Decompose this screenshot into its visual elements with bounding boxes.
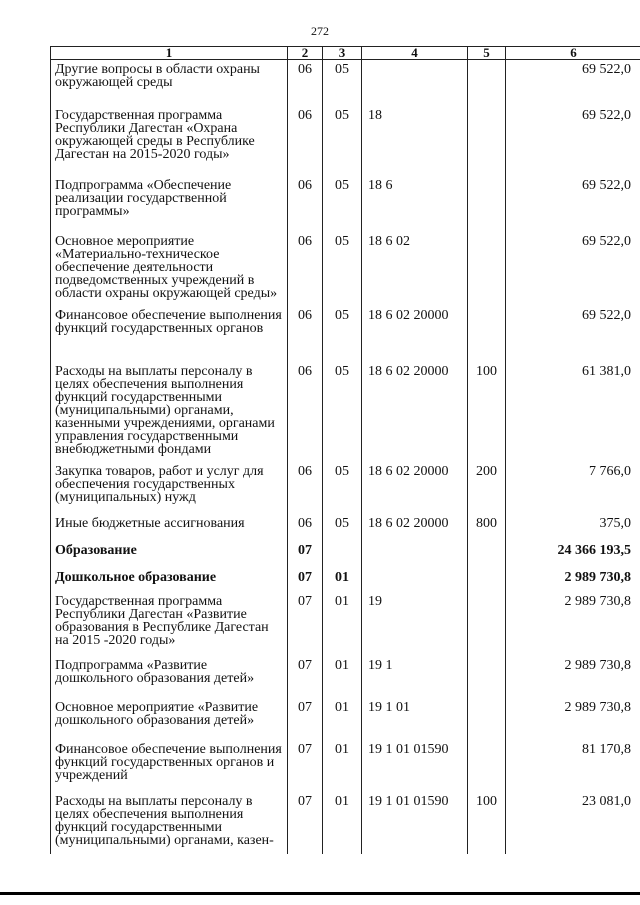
- row-name-cell: Финансовое обеспечение выполнения функций государственных органов и учреждений: [51, 740, 288, 792]
- section-code-cell: 06: [288, 232, 323, 306]
- row-name-cell: Расходы на выплаты персоналу в целях обеспечения выполнения функций государственными (муниципальными) органами, казенными учреждениями, органами управления государственными внебюджетными фондами: [51, 362, 288, 462]
- section-code-cell: 07: [288, 740, 323, 792]
- expense-type-cell: [468, 60, 506, 107]
- subsection-code-cell: 05: [323, 362, 362, 462]
- section-code-cell: 06: [288, 514, 323, 541]
- table-row: [51, 232, 640, 306]
- table-body: [51, 60, 640, 855]
- target-article-cell: 19 1 01 01590: [362, 792, 468, 854]
- subsection-code-cell: 05: [323, 232, 362, 306]
- row-name-cell: Основное мероприятие «Материально-техническое обеспечение деятельности подведомственных учреждений в области охраны окружающей среды»: [51, 232, 288, 306]
- row-name-cell: Подпрограмма «Развитие дошкольного образования детей»: [51, 656, 288, 698]
- bottom-rule: [0, 892, 640, 895]
- column-header-amount: 6: [506, 47, 640, 60]
- subsection-code-cell: 01: [323, 656, 362, 698]
- subsection-code-cell: 05: [323, 514, 362, 541]
- expense-type-cell: 100: [468, 792, 506, 854]
- subsection-code-cell: 01: [323, 698, 362, 740]
- expense-type-cell: [468, 106, 506, 176]
- row-name-cell: Закупка товаров, работ и услуг для обеспечения государственных (муниципальных) нужд: [51, 462, 288, 514]
- section-code-cell: 06: [288, 176, 323, 232]
- section-code-cell: 06: [288, 462, 323, 514]
- expense-type-cell: [468, 306, 506, 362]
- subsection-code-cell: 01: [323, 568, 362, 592]
- amount-cell: 23 081,0: [506, 792, 640, 854]
- target-article-cell: 19: [362, 592, 468, 656]
- table-row: [51, 60, 640, 107]
- subsection-code-cell: 01: [323, 592, 362, 656]
- target-article-cell: [362, 568, 468, 592]
- row-name-cell: Образование: [51, 541, 288, 568]
- amount-cell: 7 766,0: [506, 462, 640, 514]
- target-article-cell: 18 6 02 20000: [362, 462, 468, 514]
- column-header-subsection: 3: [323, 47, 362, 60]
- table-row: [51, 514, 640, 541]
- target-article-cell: 19 1 01 01590: [362, 740, 468, 792]
- amount-cell: 24 366 193,5: [506, 541, 640, 568]
- table-row: [51, 462, 640, 514]
- section-code-cell: 07: [288, 568, 323, 592]
- row-name-cell: Другие вопросы в области охраны окружающей среды: [51, 60, 288, 107]
- expense-type-cell: [468, 740, 506, 792]
- table-row: [51, 568, 640, 592]
- amount-cell: 69 522,0: [506, 60, 640, 107]
- target-article-cell: 18: [362, 106, 468, 176]
- amount-cell: 69 522,0: [506, 106, 640, 176]
- section-code-cell: 06: [288, 306, 323, 362]
- amount-cell: 69 522,0: [506, 176, 640, 232]
- row-name-cell: Иные бюджетные ассигнования: [51, 514, 288, 541]
- subsection-code-cell: 01: [323, 792, 362, 854]
- table-row: [51, 106, 640, 176]
- row-name-cell: Основное мероприятие «Развитие дошкольного образования детей»: [51, 698, 288, 740]
- expense-type-cell: 800: [468, 514, 506, 541]
- budget-table: [50, 46, 640, 854]
- expense-type-cell: [468, 232, 506, 306]
- column-header-name: 1: [51, 47, 288, 60]
- amount-cell: 2 989 730,8: [506, 656, 640, 698]
- column-header-section: 2: [288, 47, 323, 60]
- section-code-cell: 07: [288, 541, 323, 568]
- expense-type-cell: [468, 592, 506, 656]
- table-row: [51, 656, 640, 698]
- expense-type-cell: [468, 176, 506, 232]
- column-header-expense-type: 5: [468, 47, 506, 60]
- target-article-cell: [362, 60, 468, 107]
- amount-cell: 2 989 730,8: [506, 592, 640, 656]
- row-name-cell: Подпрограмма «Обеспечение реализации государственной программы»: [51, 176, 288, 232]
- expense-type-cell: [468, 656, 506, 698]
- amount-cell: 69 522,0: [506, 232, 640, 306]
- target-article-cell: 18 6 02 20000: [362, 514, 468, 541]
- section-code-cell: 07: [288, 656, 323, 698]
- amount-cell: 61 381,0: [506, 362, 640, 462]
- section-code-cell: 07: [288, 792, 323, 854]
- expense-type-cell: [468, 698, 506, 740]
- section-code-cell: 07: [288, 698, 323, 740]
- section-code-cell: 07: [288, 592, 323, 656]
- target-article-cell: 18 6 02 20000: [362, 306, 468, 362]
- table-row: [51, 792, 640, 854]
- expense-type-cell: 200: [468, 462, 506, 514]
- target-article-cell: 18 6 02: [362, 232, 468, 306]
- subsection-code-cell: 05: [323, 106, 362, 176]
- amount-cell: 2 989 730,8: [506, 568, 640, 592]
- row-name-cell: Государственная программа Республики Дагестан «Развитие образования в Республике Дагестан на 2015 -2020 годы»: [51, 592, 288, 656]
- target-article-cell: 18 6: [362, 176, 468, 232]
- target-article-cell: 19 1 01: [362, 698, 468, 740]
- amount-cell: 2 989 730,8: [506, 698, 640, 740]
- table-row: [51, 541, 640, 568]
- row-name-cell: Расходы на выплаты персоналу в целях обеспечения выполнения функций государственными (муниципальными) органами, казен-: [51, 792, 288, 854]
- table-row: [51, 698, 640, 740]
- target-article-cell: 19 1: [362, 656, 468, 698]
- subsection-code-cell: 05: [323, 462, 362, 514]
- table-row: [51, 740, 640, 792]
- amount-cell: 69 522,0: [506, 306, 640, 362]
- section-code-cell: 06: [288, 106, 323, 176]
- table-row: [51, 592, 640, 656]
- page-number: 272: [311, 24, 329, 38]
- row-name-cell: Финансовое обеспечение выполнения функций государственных органов: [51, 306, 288, 362]
- table-row: [51, 176, 640, 232]
- target-article-cell: 18 6 02 20000: [362, 362, 468, 462]
- subsection-code-cell: 05: [323, 306, 362, 362]
- expense-type-cell: 100: [468, 362, 506, 462]
- expense-type-cell: [468, 568, 506, 592]
- section-code-cell: 06: [288, 362, 323, 462]
- table-header-row: [51, 47, 640, 60]
- section-code-cell: 06: [288, 60, 323, 107]
- row-name-cell: Государственная программа Республики Дагестан «Охрана окружающей среды в Республике Дагестан на 2015-2020 годы»: [51, 106, 288, 176]
- expense-type-cell: [468, 541, 506, 568]
- amount-cell: 81 170,8: [506, 740, 640, 792]
- amount-cell: 375,0: [506, 514, 640, 541]
- table-row: [51, 306, 640, 362]
- subsection-code-cell: 05: [323, 60, 362, 107]
- table-row: [51, 362, 640, 462]
- row-name-cell: Дошкольное образование: [51, 568, 288, 592]
- column-header-target-article: 4: [362, 47, 468, 60]
- subsection-code-cell: 01: [323, 740, 362, 792]
- subsection-code-cell: [323, 541, 362, 568]
- subsection-code-cell: 05: [323, 176, 362, 232]
- target-article-cell: [362, 541, 468, 568]
